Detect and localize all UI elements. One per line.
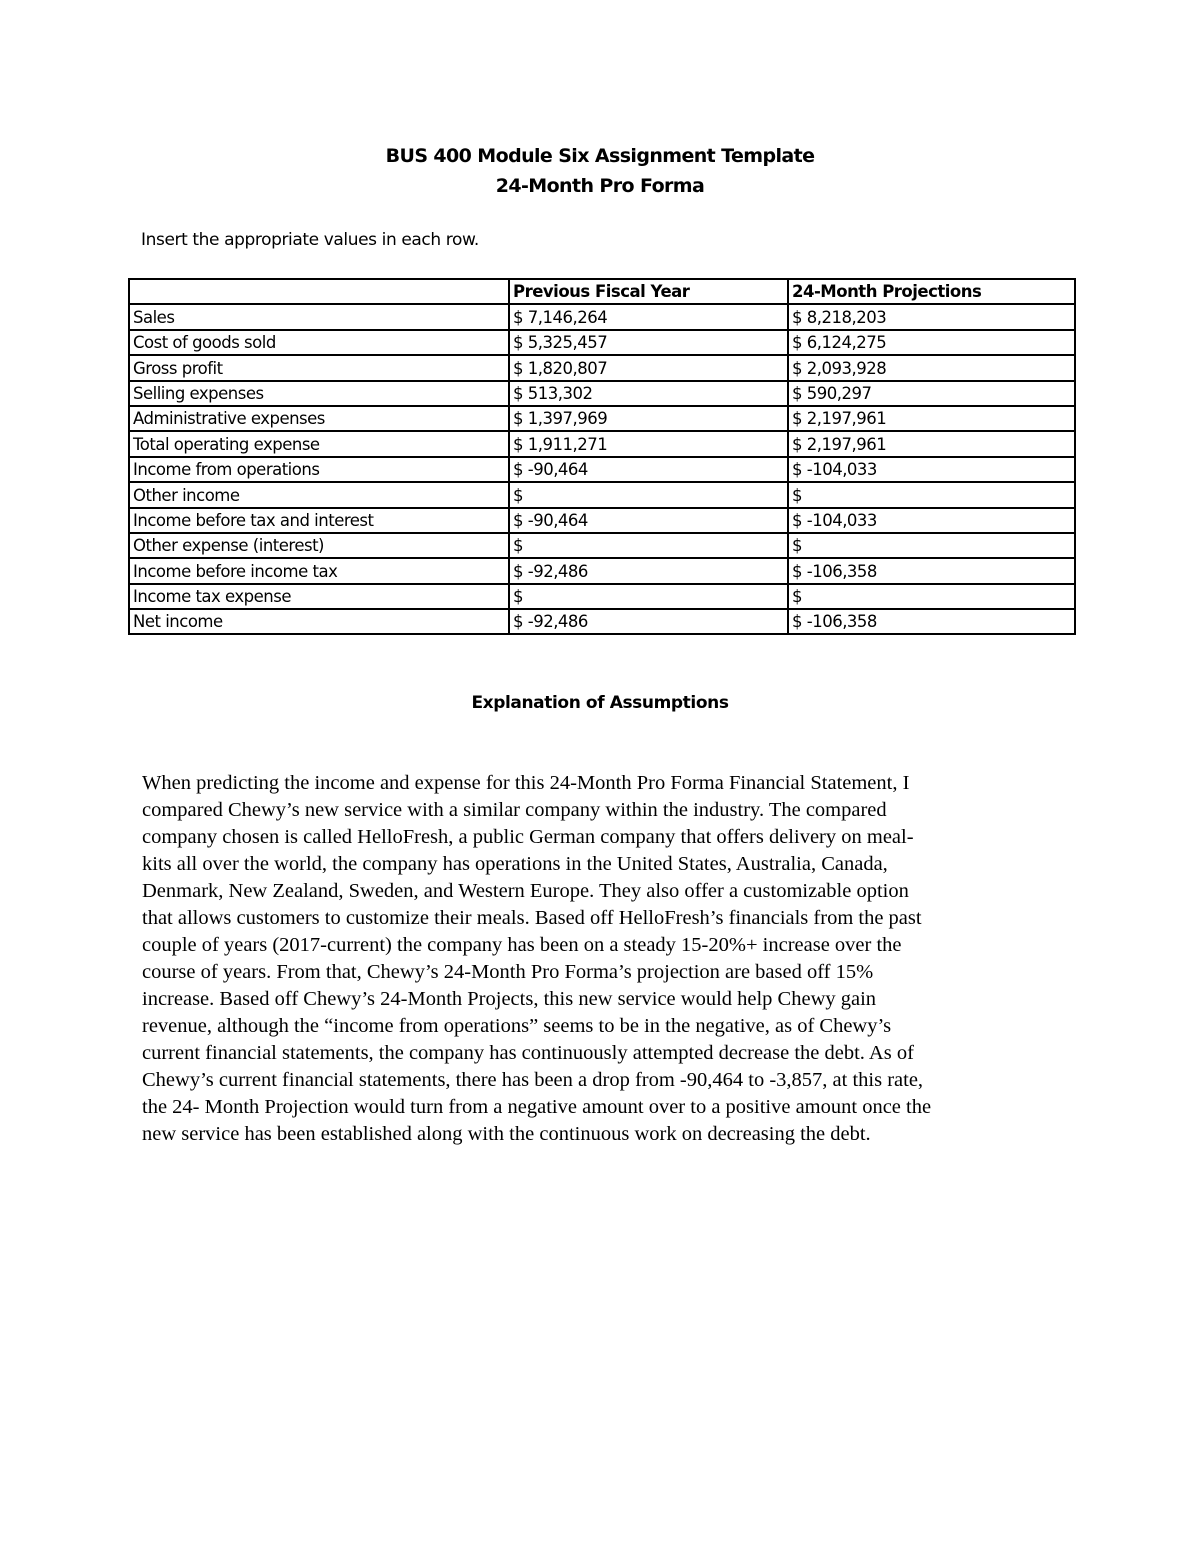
previous-fiscal-year-value: $ 5,325,457	[509, 330, 788, 355]
previous-fiscal-year-value: $ 1,820,807	[509, 355, 788, 380]
document-subtitle: 24-Month Pro Forma	[495, 175, 705, 197]
table-row	[129, 304, 1075, 329]
paragraph-line: current financial statements, the company has continuously attempted decrease the debt. As of	[142, 1042, 914, 1064]
projection-value: $ -106,358	[788, 558, 1075, 583]
header-previous-fiscal-year: Previous Fiscal Year	[509, 279, 788, 304]
paragraph-line: compared Chewy’s new service with a similar company within the industry. The compared	[142, 799, 887, 821]
paragraph-line: When predicting the income and expense for this 24-Month Pro Forma Financial Statement, I	[142, 772, 910, 794]
document-title: BUS 400 Module Six Assignment Template	[385, 145, 815, 167]
paragraph-line: increase. Based off Chewy’s 24-Month Projects, this new service would help Chewy gain	[142, 988, 877, 1010]
table-header-row	[129, 279, 1075, 304]
projection-value: $ 6,124,275	[788, 330, 1075, 355]
previous-fiscal-year-value: $	[509, 533, 788, 558]
table-row	[129, 457, 1075, 482]
paragraph-line: revenue, although the “income from operations” seems to be in the negative, as of Chewy’s	[142, 1015, 892, 1037]
previous-fiscal-year-value: $ -92,486	[509, 609, 788, 634]
previous-fiscal-year-value: $ 1,397,969	[509, 406, 788, 431]
projection-value: $ 8,218,203	[788, 304, 1075, 329]
paragraph-line: company chosen is called HelloFresh, a public German company that offers delivery on meal-	[142, 826, 914, 848]
previous-fiscal-year-value: $	[509, 482, 788, 507]
row-label: Income from operations	[129, 457, 509, 482]
paragraph-line: new service has been established along with the continuous work on decreasing the debt.	[142, 1123, 871, 1145]
row-label: Other expense (interest)	[129, 533, 509, 558]
explanation-heading: Explanation of Assumptions	[471, 693, 729, 713]
previous-fiscal-year-value: $ -90,464	[509, 508, 788, 533]
row-label: Income before income tax	[129, 558, 509, 583]
projection-value: $ 2,093,928	[788, 355, 1075, 380]
header-24-month-projections: 24-Month Projections	[788, 279, 1075, 304]
table-row	[129, 406, 1075, 431]
table-row	[129, 584, 1075, 609]
projection-value: $ -106,358	[788, 609, 1075, 634]
projection-value: $	[788, 533, 1075, 558]
paragraph-line: couple of years (2017-current) the company has been on a steady 15-20%+ increase over the	[142, 934, 902, 956]
row-label: Cost of goods sold	[129, 330, 509, 355]
previous-fiscal-year-value: $	[509, 584, 788, 609]
previous-fiscal-year-value: $ -90,464	[509, 457, 788, 482]
row-label: Gross profit	[129, 355, 509, 380]
table-row	[129, 381, 1075, 406]
projection-value: $ 2,197,961	[788, 431, 1075, 456]
paragraph-line: Chewy’s current financial statements, there has been a drop from -90,464 to -3,857, at this rate,	[142, 1069, 924, 1091]
row-label: Sales	[129, 304, 509, 329]
table-row	[129, 482, 1075, 507]
row-label: Income tax expense	[129, 584, 509, 609]
previous-fiscal-year-value: $ 7,146,264	[509, 304, 788, 329]
projection-value: $	[788, 482, 1075, 507]
table-row	[129, 609, 1075, 634]
table-row	[129, 508, 1075, 533]
paragraph-line: course of years. From that, Chewy’s 24-Month Pro Forma’s projection are based off 15%	[142, 961, 874, 983]
table-row	[129, 330, 1075, 355]
paragraph-line: the 24- Month Projection would turn from a negative amount over to a positive amount once the	[142, 1096, 932, 1118]
header-blank	[129, 279, 509, 304]
row-label: Other income	[129, 482, 509, 507]
projection-value: $ -104,033	[788, 508, 1075, 533]
instruction-text: Insert the appropriate values in each row.	[141, 230, 479, 250]
table-row	[129, 355, 1075, 380]
table-row	[129, 431, 1075, 456]
paragraph-line: that allows customers to customize their meals. Based off HelloFresh’s financials from the past	[142, 907, 922, 929]
row-label: Net income	[129, 609, 509, 634]
projection-value: $ 2,197,961	[788, 406, 1075, 431]
row-label: Administrative expenses	[129, 406, 509, 431]
row-label: Selling expenses	[129, 381, 509, 406]
table-row	[129, 558, 1075, 583]
previous-fiscal-year-value: $ 513,302	[509, 381, 788, 406]
table-row	[129, 533, 1075, 558]
projection-value: $	[788, 584, 1075, 609]
row-label: Total operating expense	[129, 431, 509, 456]
projection-value: $ 590,297	[788, 381, 1075, 406]
paragraph-line: kits all over the world, the company has operations in the United States, Australia, Canada,	[142, 853, 888, 875]
paragraph-line: Denmark, New Zealand, Sweden, and Western Europe. They also offer a customizable option	[142, 880, 909, 902]
previous-fiscal-year-value: $ -92,486	[509, 558, 788, 583]
previous-fiscal-year-value: $ 1,911,271	[509, 431, 788, 456]
row-label: Income before tax and interest	[129, 508, 509, 533]
projection-value: $ -104,033	[788, 457, 1075, 482]
explanation-paragraph	[142, 770, 1062, 1148]
pro-forma-table	[128, 278, 1076, 635]
